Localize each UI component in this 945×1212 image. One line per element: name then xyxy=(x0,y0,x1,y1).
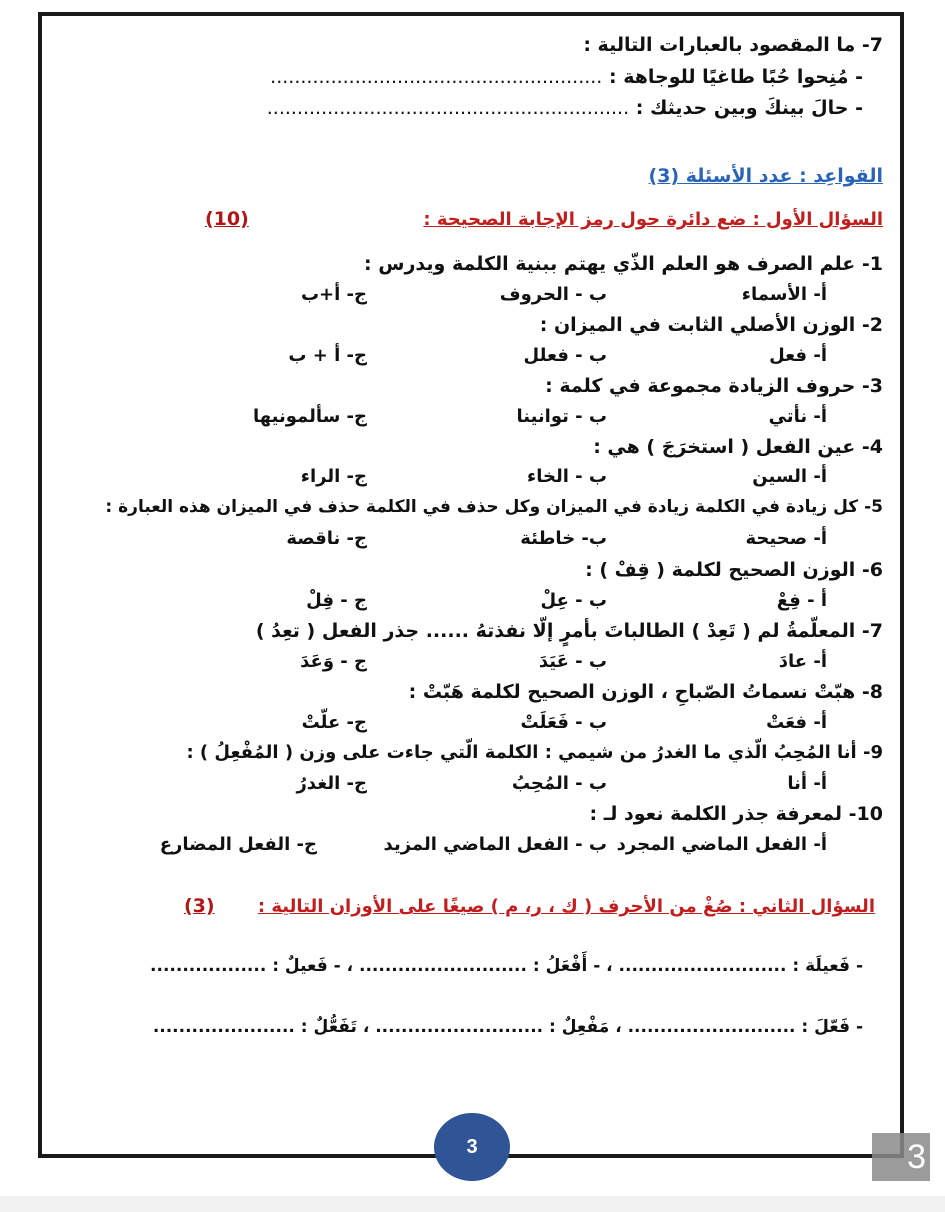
meaning-item-2-answer-line: ............................................................ xyxy=(266,97,630,119)
meaning-item-2 xyxy=(267,97,863,119)
mcq-7-option-a[interactable]: أ- عادَ xyxy=(778,651,827,672)
meaning-item-2-text: - حالَ بينكَ وبين حديثك : xyxy=(635,97,863,119)
meaning-item-1-text: - مُنِحوا حُبًا طاغيًا للوجاهة : xyxy=(608,66,863,88)
mcq-1-option-c[interactable]: ج- أ+ب xyxy=(300,284,367,305)
mcq-3-option-c[interactable]: ج- سألمونيها xyxy=(252,406,367,427)
grammar-section-title: القواعِد : عدد الأسئلة (3) xyxy=(648,165,883,187)
meaning-item-1-answer-line: ....................................................... xyxy=(270,66,603,88)
mcq-4-option-a[interactable]: أ- السين xyxy=(752,466,827,487)
q2-line-1[interactable]: - فَعيلَة : .......................... ، - أَفْعَلُ : .......................... ، - فَعيلٌ : .................. xyxy=(150,956,863,976)
mcq-3-question: 3- حروف الزيادة مجموعة في كلمة : xyxy=(545,375,883,397)
mcq-5-option-b[interactable]: ب- خاطئة xyxy=(520,528,607,549)
meaning-item-1 xyxy=(270,66,863,88)
mcq-9-option-c[interactable]: ج- الغدرُ xyxy=(296,773,367,794)
mcq-6-question: 6- الوزن الصحيح لكلمة ( قِفْ ) : xyxy=(585,559,883,581)
mcq-6-option-b[interactable]: ب - عِلْ xyxy=(540,590,607,611)
mcq-7-question: 7- المعلّمةُ لم ( تَعِدْ ) الطالباتَ بأمرٍ إلّا نفذتهُ ...... جذر الفعل ( تعِدُ ) xyxy=(255,620,883,642)
mcq-4-question: 4- عين الفعل ( استخرَجَ ) هي : xyxy=(593,436,883,458)
mcq-1-option-b[interactable]: ب - الحروف xyxy=(499,284,607,305)
mcq-8-option-b[interactable]: ب - فَعَلَتْ xyxy=(520,712,607,733)
mcq-10-option-c[interactable]: ج- الفعل المضارع xyxy=(159,834,317,855)
q1-marks: (10) xyxy=(205,208,249,230)
mcq-7-option-c[interactable]: ج - وَعَدَ xyxy=(300,651,367,672)
mcq-8-option-c[interactable]: ج- علّتْ xyxy=(301,712,367,733)
mcq-9-question: 9- أنا المُحِبُ الّذي ما الغدرُ من شيمي : الكلمة الّتي جاءت على وزن ( المُفْعِلُ ) : xyxy=(186,742,883,763)
mcq-8-question: 8- هبّتْ نسماتُ الصّباحِ ، الوزن الصحيح لكلمة هَبّتْ : xyxy=(408,681,883,703)
mcq-10-option-a[interactable]: أ- الفعل الماضي المجرد xyxy=(616,834,827,855)
mcq-3-option-b[interactable]: ب - توانينا xyxy=(516,406,607,427)
q1-title: السؤال الأول : ضع دائرة حول رمز الإجابة الصحيحة : xyxy=(423,209,883,230)
page-number-badge: 3 xyxy=(434,1113,510,1181)
mcq-4-option-c[interactable]: ج- الراء xyxy=(300,466,367,487)
mcq-7-option-b[interactable]: ب - عَيَدَ xyxy=(538,651,607,672)
mcq-3-option-a[interactable]: أ- نأتي xyxy=(768,406,827,427)
q2-title: السؤال الثاني : صُغْ من الأحرف ( ك ، ر، م ) صيغًا على الأوزان التالية : xyxy=(257,896,875,917)
mcq-5-option-c[interactable]: ج- ناقصة xyxy=(286,528,367,549)
mcq-10-option-b[interactable]: ب - الفعل الماضي المزيد xyxy=(383,834,607,855)
mcq-9-option-a[interactable]: أ- أنا xyxy=(787,773,827,794)
mcq-8-option-a[interactable]: أ- فعَتْ xyxy=(766,712,827,733)
mcq-10-question: 10- لمعرفة جذر الكلمة نعود لـ : xyxy=(589,803,883,825)
mcq-6-option-a[interactable]: أ - فِعْ xyxy=(776,590,827,611)
q2-line-2[interactable]: - فَعّلَ : .......................... ، مَفْعِلٌ : .......................... ، تَفَعُّلٌ : ...................... xyxy=(152,1017,863,1037)
mcq-5-question: 5- كل زيادة في الكلمة زيادة في الميزان وكل حذف في الكلمة حذف في الميزان هذه العبارة : xyxy=(105,497,883,517)
mcq-1-question: 1- علم الصرف هو العلم الذّي يهتم ببنية الكلمة ويدرس : xyxy=(364,253,883,275)
mcq-5-option-a[interactable]: أ- صحيحة xyxy=(745,528,827,549)
mcq-2-option-a[interactable]: أ- فعل xyxy=(769,345,827,366)
mcq-2-option-b[interactable]: ب - فعلل xyxy=(523,345,607,366)
page-indicator-badge[interactable]: 3 xyxy=(872,1133,930,1181)
q2-marks: (3) xyxy=(184,895,215,917)
mcq-4-option-b[interactable]: ب - الخاء xyxy=(527,466,607,487)
mcq-9-option-b[interactable]: ب - المُحِبُ xyxy=(511,773,607,794)
question-7-title: 7- ما المقصود بالعبارات التالية : xyxy=(583,34,883,56)
mcq-2-option-c[interactable]: ج- أ + ب xyxy=(288,345,367,366)
mcq-6-option-c[interactable]: ج - فِلْ xyxy=(306,590,367,611)
mcq-1-option-a[interactable]: أ- الأسماء xyxy=(741,284,827,305)
mcq-2-question: 2- الوزن الأصلي الثابت في الميزان : xyxy=(539,314,883,336)
